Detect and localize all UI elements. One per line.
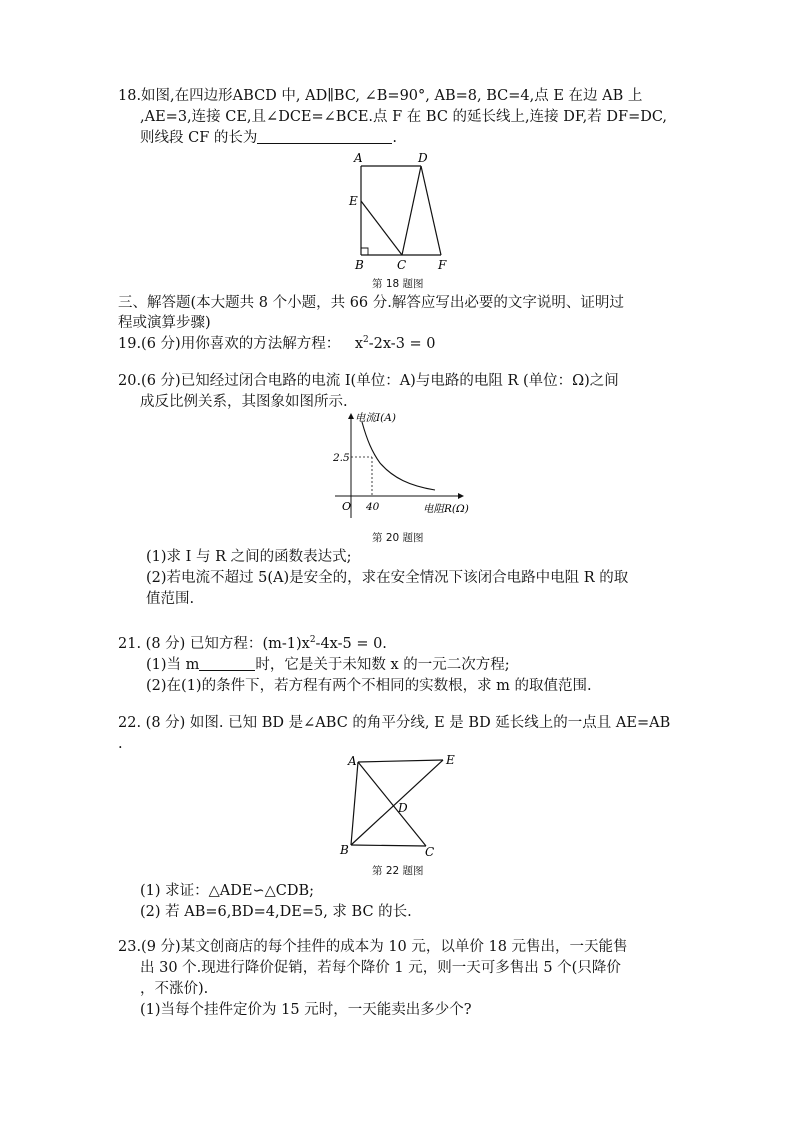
q20-curve <box>362 422 435 490</box>
section3-line1: 三、解答题(本大题共 8 个小题，共 66 分.解答应写出必要的文字说明、证明过 <box>118 295 624 311</box>
q20-x-axis-label: 电阻R(Ω) <box>423 503 469 515</box>
q21-sub1 <box>146 655 510 675</box>
q18-segment-dc <box>402 166 421 255</box>
q20-sub1: (1)求 I 与 R 之间的函数表达式; <box>146 549 352 565</box>
q18-label-c: C <box>397 258 407 272</box>
q18-label-f: F <box>438 258 447 272</box>
q22-segment-bc <box>351 845 426 846</box>
q22-caption: 第 22 题图 <box>372 865 424 877</box>
q20-graph <box>325 408 470 523</box>
q22-sub1: (1) 求证：△ADE∽△CDB; <box>140 883 315 899</box>
q21-equation <box>262 636 386 652</box>
q18-line3-prefix: 则线段 CF 的长为 <box>140 130 258 146</box>
q22-label-b: B <box>340 843 349 857</box>
q21-eq-exponent: 2 <box>309 635 316 646</box>
q20-origin: O <box>342 500 352 513</box>
q20-sub2-line2: 值范围. <box>146 591 195 607</box>
q18-label-e: E <box>349 194 358 208</box>
q22-figure <box>333 748 468 860</box>
q18-answer-blank <box>257 129 392 144</box>
q18-figure <box>340 148 460 273</box>
q19-eq-exponent: 2 <box>363 335 369 346</box>
q22-segment-be <box>351 760 443 845</box>
q18-segment-ec <box>361 201 402 255</box>
q18-segment-df <box>421 166 441 255</box>
q23-line1: 23.(9 分)某文创商店的每个挂件的成本为 10 元，以单价 18 元售出，一天能售 <box>118 939 628 955</box>
q19-eq-x: x <box>354 336 364 352</box>
q18-caption: 第 18 题图 <box>372 278 424 290</box>
q21-sub2: (2)在(1)的条件下，若方程有两个不相同的实数根，求 m 的取值范围. <box>146 678 592 694</box>
q18-line2: ,AE=3,连接 CE,且∠DCE=∠BCE.点 F 在 BC 的延长线上,连接 DF,若 DF=DC, <box>140 109 668 125</box>
section3-line2: 程或演算步骤) <box>118 315 211 331</box>
q21-line <box>118 634 387 654</box>
q18-label-a: A <box>354 151 363 165</box>
q20-y-axis-label: 电流I(A) <box>355 412 396 424</box>
q22-label-a: A <box>348 754 357 768</box>
q23-line3: ，不涨价). <box>140 981 209 997</box>
q20-line1: 20.(6 分)已知经过闭合电路的电流 I(单位：A)与电路的电阻 R (单位：Ω)之间 <box>118 373 619 389</box>
q21-sub1-prefix: (1)当 m <box>146 657 200 673</box>
q18-line1: 18.如图,在四边形ABCD 中, AD∥BC, ∠B=90°, AB=8, BC=4,点 E 在边 AB 上 <box>118 88 643 104</box>
q22-sub2: (2) 若 AB=6,BD=4,DE=5, 求 BC 的长. <box>140 904 412 920</box>
q19-line <box>118 334 436 354</box>
q23-sub1: (1)当每个挂件定价为 15 元时，一天能卖出多少个? <box>140 1002 472 1018</box>
q20-y-tick: 2.5 <box>333 452 350 464</box>
q23-line2: 出 30 个.现进行降价促销，若每个降价 1 元，则一天可多售出 5 个(只降价 <box>140 960 621 976</box>
q20-sub2-line1: (2)若电流不超过 5(A)是安全的，求在安全情况下该闭合电路中电阻 R 的取 <box>146 570 629 586</box>
q21-eq-part1: (m-1)x <box>262 636 310 652</box>
q21-head: 21. (8 分) 已知方程： <box>118 636 263 652</box>
q19-equation <box>355 336 436 352</box>
q20-caption: 第 20 题图 <box>372 532 424 544</box>
q20-x-tick: 40 <box>366 501 380 513</box>
q18-label-b: B <box>355 258 364 272</box>
q22-line2: . <box>118 736 123 752</box>
q21-eq-part2: -4x-5 = 0. <box>315 636 387 652</box>
q22-label-d: D <box>398 801 408 815</box>
q22-line1: 22. (8 分) 如图. 已知 BD 是∠ABC 的角平分线, E 是 BD 延长线上的一点且 AE=AB <box>118 715 671 731</box>
q22-label-e: E <box>446 753 455 767</box>
q18-line3-suffix: . <box>392 130 397 146</box>
q19-text: 19.(6 分)用你喜欢的方法解方程： <box>118 336 341 352</box>
q22-segment-ae <box>358 760 443 762</box>
q21-sub1-suffix: 时，它是关于未知数 x 的一元二次方程; <box>255 657 510 673</box>
q18-line3 <box>140 128 397 148</box>
q21-answer-blank <box>199 656 255 671</box>
q18-right-angle-mark <box>361 248 368 255</box>
q20-line2: 成反比例关系，其图象如图所示. <box>140 394 348 410</box>
q22-segment-ac <box>358 762 426 846</box>
q18-label-d: D <box>418 151 428 165</box>
q22-label-c: C <box>425 845 435 859</box>
q22-segment-ab <box>351 762 358 845</box>
q19-eq-rest: -2x-3 = 0 <box>368 336 436 352</box>
